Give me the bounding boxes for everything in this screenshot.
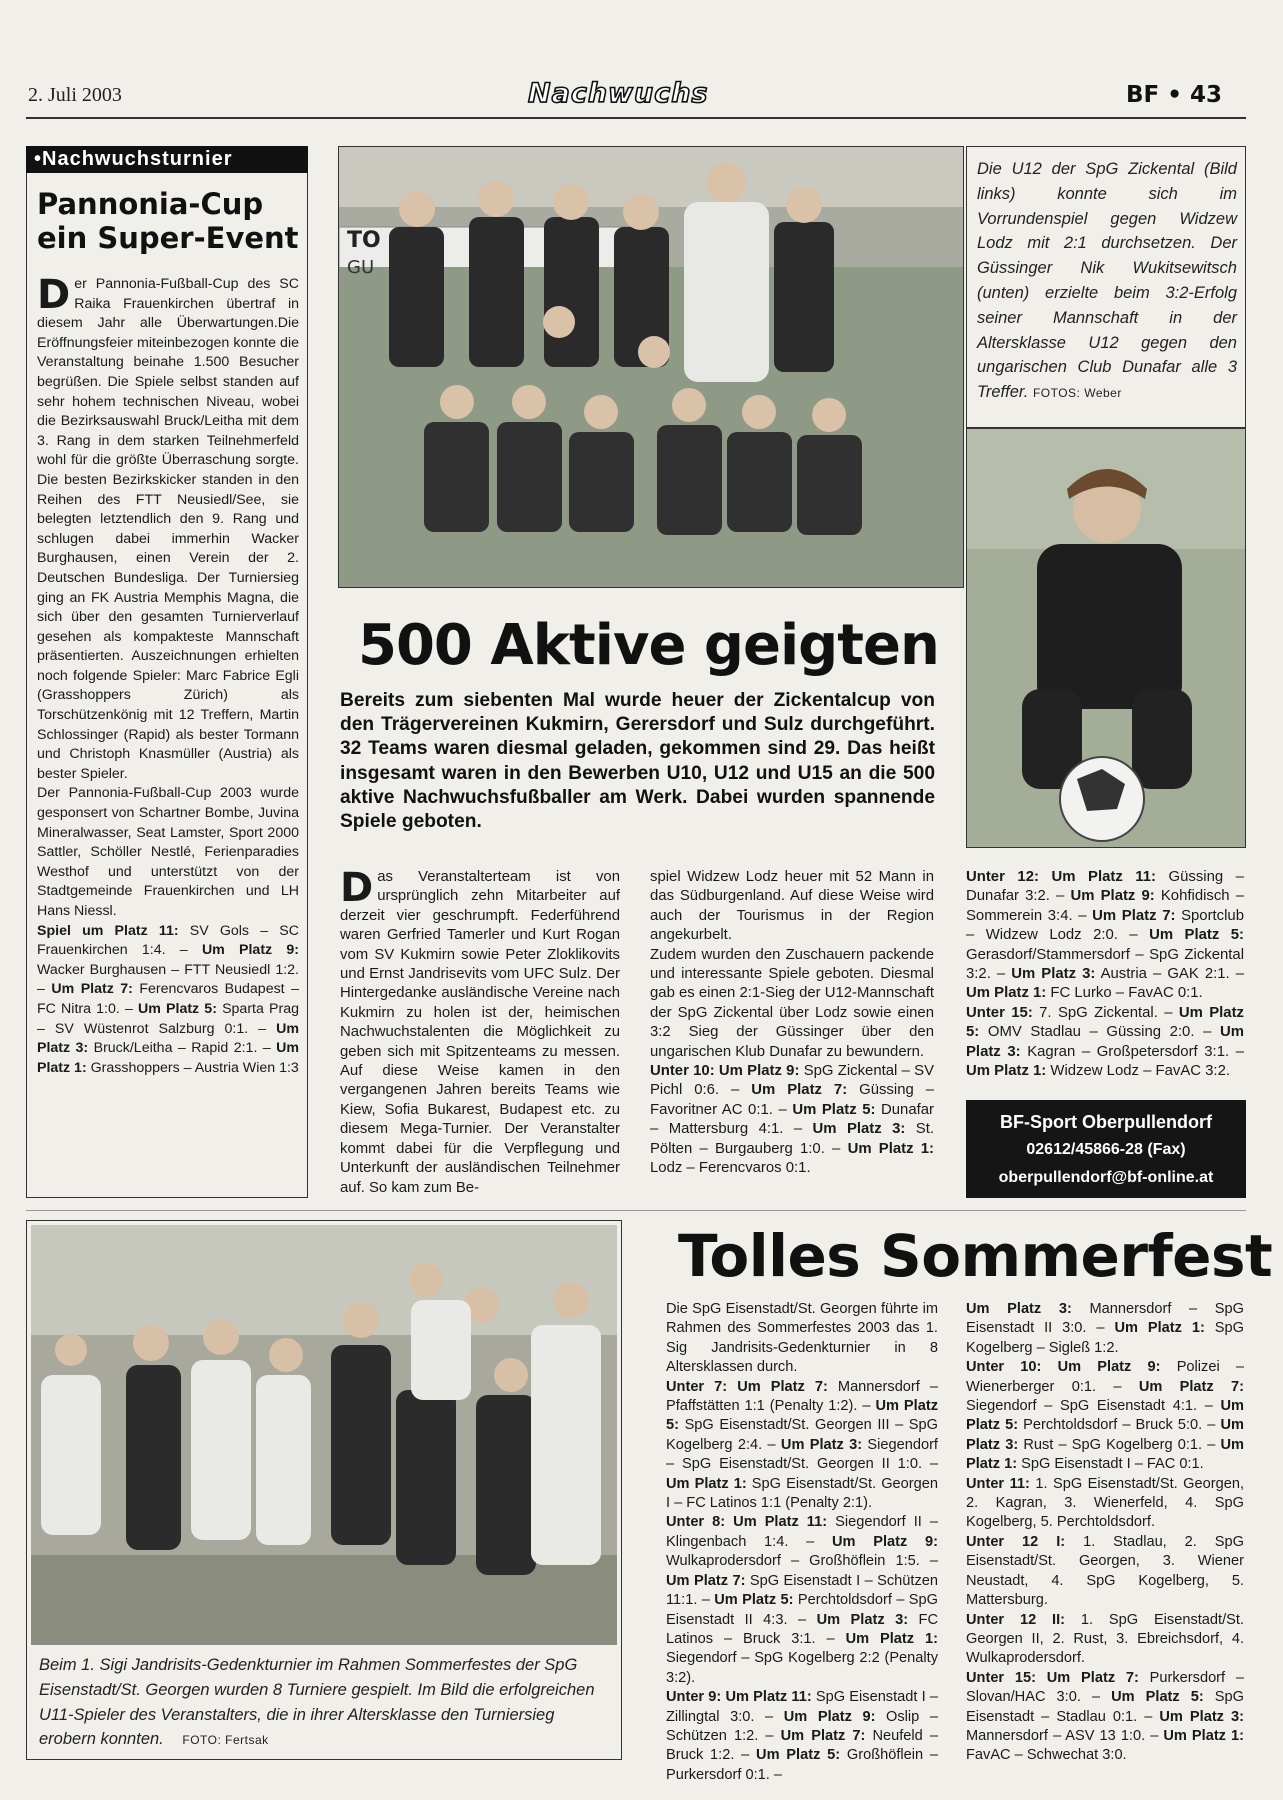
sidebar-results: Spiel um Platz 11: SV Gols – SC Frauenkirchen 1:4. – Um Platz 9: Wacker Burghausen – FTT Neusiedl 1:2. – Um Platz 7: Ferencvaros Budapest – FC Nitra 1:0. – Um Platz 5: Sparta Prag – SV Wüstenrot Salzburg 0:1. – Um Platz 3: Bruck/Leitha – Rapid 2:1. – Um Platz 1: Grasshoppers – Austria Wien 1:3 (37, 922, 300, 1076)
header-rule (26, 117, 1246, 119)
bottom-photo-box (26, 1220, 622, 1760)
results-u10b: Unter 10: Um Platz 9: Polizei – Wienerberger 0:1. – Um Platz 7: Siegendorf – SpG Eisenstadt 4:1. – Um Platz 5: Perchtoldsdorf – Bruck 5:0. – Um Platz 3: Rust – SpG Kogelberg 0:1. – Um Platz 1: SpG Eisenstadt I – FAC 0:1. (966, 1359, 1245, 1473)
main-col2-text: Zudem wurden den Zuschauern packende und interessante Spiele geboten. Diesmal gab es einen 2:1-Sieg der U12-Mannschaft der SpG Zickental über Lodz sowie einen 3:2 Sieg der Güssinger über den ungarischen Klub Dunafar zu bewundern. (650, 946, 934, 1060)
issue-date: 2. Juli 2003 (28, 84, 122, 106)
section-divider (26, 1210, 1246, 1211)
contact-email[interactable]: oberpullendorf@bf-online.at (998, 1169, 1214, 1186)
sidebar-headline-line: ein Super-Event (37, 221, 299, 255)
sidebar-article (26, 146, 308, 1198)
section-title: Nachwuchs (528, 78, 709, 109)
page-number: BF • 43 (1126, 82, 1222, 108)
second-headline: Tolles Sommerfest (678, 1222, 1273, 1290)
main-column-3 (966, 868, 1244, 1081)
sidebar-headline-line: Pannonia-Cup (37, 187, 264, 221)
sidebar-body-text: er Pannonia-Fußball-Cup des SC Raika Frauenkirchen übertraf in diesem Jahr alle Überwartungen.Die Eröffnungsfeier miteinbezogen konnte die Veranstaltung beinahe 1.500 Besucher begrüßen. Die Spiele selbst standen auf sehr hohem technischen Niveau, wobei die Bezirksauswahl Bruck/Leitha mit dem 3. Rang in dem starken Teilnehmerfeld wohl für die größte Überraschung sorgte. Die besten Bezirkskicker standen in den Reihen des FTT Neusiedl/See, sie belegten letztendlich den 9. Rang und schlugen dabei immerhin Wacker Burghausen, einen Verein der 2. Deutschen Bundesliga. Der Turniersieg ging an FK Austria Memphis Magna, die sich über den gesamten Turnierverlauf gesehen als kompakteste Mannschaft präsentierten. Auszeichnungen erhielten noch folgende Spieler: Marc Fabrice Egli (Grasshoppers Zürich) als Torschützenkönig mit 12 Treffern, Martin Schlossinger (Rapid) als bester Tormann und Christoph Knasmüller (Austria) als bester Spieler. (37, 276, 299, 782)
main-column-1 (340, 865, 620, 1198)
sidebar-kicker: •Nachwuchsturnier (26, 146, 308, 173)
contact-title: BF-Sport Oberpullendorf (1000, 1112, 1212, 1132)
photo-credit: FOTO: Fertsak (182, 1733, 269, 1748)
caption-text: Beim 1. Sigi Jandrisits-Gedenkturnier im Rahmen Sommerfestes der SpG Eisenstadt/St. Georgen wurden 8 Turniere gespielt. Im Bild die erfolgreichen U11-Spieler des Veranstalters, die in ihrer Altersklasse den Turniersieg erobern konnten. (39, 1656, 595, 1749)
main-lead: Bereits zum siebenten Mal wurde heuer der Zickentalcup von den Trägervereinen Kukmirn, Gerersdorf und Sulz durchgeführt. 32 Teams waren diesmal geladen, gekommen sind 29. Das heißt insgesamt waren in den Bewerben U10, U12 und U15 an die 500 aktive Nachwuchsfußballer am Werk. Dabei wurden spannende Spiele geboten. (340, 690, 935, 833)
main-headline: 500 Aktive geigten (358, 613, 939, 678)
results-u12-i: Unter 12 I: 1. Stadlau, 2. SpG Eisenstadt/St. Georgen, 3. Wiener Neustadt, 4. SpG Kogelberg, 5. Mattersburg. (966, 1533, 1244, 1609)
results-u11: Unter 11: 1. SpG Eisenstadt/St. Georgen, 2. Kagran, 3. Wienerfeld, 4. SpG Kogelberg, 5. Perchtoldsdorf. (966, 1475, 1245, 1531)
results-u15b: Unter 15: Um Platz 7: Purkersdorf – Slovan/HAC 3:0. – Um Platz 5: SpG Eisenstadt – Stadlau 0:1. – Um Platz 3: Mannersdorf – ASV 13 1:0. – Um Platz 1: FavAC – Schwechat 3:0. (966, 1669, 1244, 1764)
results-u9-cont: Um Platz 3: Mannersdorf – SpG Eisenstadt II 3:0. – Um Platz 1: SpG Kogelberg – Sigleß 1:2. (966, 1301, 1244, 1356)
contact-fax: 02612/45866-28 (Fax) (1026, 1141, 1186, 1158)
sidebar-body (37, 272, 300, 1078)
sidebar-headline (37, 187, 299, 255)
caption-text: Die U12 der SpG Zickental (Bild links) konnte sich im Vorrundenspiel gegen Widzew Lodz mit 2:1 durchsetzen. Der Güssinger Nik Wukitsewitsch (unten) erzielte beim 3:2-Erfolg seiner Mannschaft in der Altersklasse U12 gegen den ungarischen Club Dunafar alle 3 Treffer. (977, 160, 1237, 402)
results-u12: Unter 12: Um Platz 11: Güssing – Dunafar 3:2. – Um Platz 9: Kohfidisch – Sommerein 3:4. – Um Platz 7: Sportclub – Widzew Lodz 2:0. – Um Platz 5: Gerasdorf/Stammersdorf – SpG Zickental 3:2. – Um Platz 3: Austria – GAK 2:1. – Um Platz 1: FC Lurko – FavAC 0:1. (966, 869, 1245, 1002)
main-col2-text: spiel Widzew Lodz heuer mit 52 Mann in das Südburgenland. Auf diese Weise wird auch der Tourismus in der Region angekurbelt. (650, 869, 934, 944)
main-col1-text: as Veranstalterteam ist von ursprünglich zehn Mitarbeiter auf derzeit vier geschrumpft. Federführend waren Gerfried Tamerler und Kurt Rogan vom SV Kukmirn sowie Peter Zloklikovits und Ernst Jandrisevits vom UFC Sulz. Der Hintergedanke ausländische Vereine nach Kukmirn zu holen ist der, heimischen Nachwuchstalenten die Möglichkeit zu geben sich mit Spitzenteams zu messen. Auf diese Weise kamen in den vergangenen Jahren bereits Teams wie Kiew, Sofia Bukarest, Budapest etc. zu diesem Mega-Turnier. Der Veranstalter kommt dabei für die Verpflegung und Unterkunft der ausländischen Teilnehmer auf. So kam zum Be- (340, 869, 620, 1196)
team-photo-eisenstadt (31, 1225, 617, 1645)
contact-box (966, 1100, 1246, 1198)
results-u12-ii: Unter 12 II: 1. SpG Eisenstadt/St. Georgen II, 2. Rust, 3. Ebreichsdorf, 4. Wulkaprodersdorf. (966, 1611, 1244, 1667)
second-column-2 (966, 1300, 1244, 1766)
main-dropcap: D (340, 865, 374, 911)
photo-credit: FOTOS: Weber (1032, 386, 1122, 401)
results-u7: Unter 7: Um Platz 7: Mannersdorf – Pfaffstätten 1:1 (Penalty 1:2). – Um Platz 5: SpG Eisenstadt/St. Georgen III – SpG Kogelberg 2:4. – Um Platz 3: Siegendorf – SpG Eisenstadt/St. Georgen II 1:0. – Um Platz 1: SpG Eisenstadt/St. Georgen I – FC Latinos 1:1 (Penalty 2:1). (666, 1378, 939, 1512)
main-column-2 (650, 868, 934, 1179)
results-u10: Unter 10: Um Platz 9: SpG Zickental – SV Pichl 0:6. – Um Platz 7: Güssing – Favoritner AC 0:1. – Um Platz 5: Dunafar – Mattersburg 4:1. – Um Platz 3: St. Pölten – Burgauberg 1:0. – Um Platz 1: Lodz – Ferencvaros 0:1. (650, 1063, 935, 1177)
second-intro: Die SpG Eisenstadt/St. Georgen führte im Rahmen des Sommerfestes 2003 das 1. Sig Jandrisits-Gedenkturnier in 8 Altersklassen durch. (666, 1301, 938, 1376)
second-column-1 (666, 1300, 938, 1785)
team-photo-zickental (338, 146, 964, 588)
results-u9: Unter 9: Um Platz 11: SpG Eisenstadt I – Zillingtal 3:0. – Um Platz 9: Oslip – Schützen 1:2. – Um Platz 7: Neufeld – Bruck 1:2. – Um Platz 5: Großhöflein – Purkersdorf 0:1. – (666, 1689, 938, 1783)
player-photo-wukitsewitsch (966, 428, 1246, 848)
sidebar-sponsors: Der Pannonia-Fußball-Cup 2003 wurde gesponsert von Schartner Bombe, Juvina Mineralwasser, Seat Lamster, Sport 2000 Sattler, Schöller Nestlé, Ferienparadies Westhof und unterstützt von der Stadtgemeinde Frauenkirchen und LH Hans Niessl. (37, 785, 299, 919)
banner-text: TO (347, 228, 381, 253)
results-u15: Unter 15: 7. SpG Zickental. – Um Platz 5: OMV Stadlau – Güssing 2:0. – Um Platz 3: Kagran – Großpetersdorf 3:1. – Um Platz 1: Widzew Lodz – FavAC 3:2. (966, 1004, 1244, 1080)
top-photo-caption (966, 146, 1246, 428)
results-u8: Unter 8: Um Platz 11: Siegendorf II – Klingenbach 1:4. – Um Platz 9: Wulkaprodersdorf – Großhöflein 1:5. – Um Platz 7: SpG Eisenstadt I – Schützen 11:1. – Um Platz 5: Perchtoldsdorf – SpG Eisenstadt II 4:3. – Um Platz 3: FC Latinos – Bruck 3:1. – Um Platz 1: Siegendorf – SpG Kogelberg 2:2 (Penalty 3:2). (666, 1514, 939, 1686)
sidebar-dropcap: D (37, 272, 71, 318)
bottom-caption (39, 1653, 609, 1753)
banner-text: GU (347, 257, 375, 278)
